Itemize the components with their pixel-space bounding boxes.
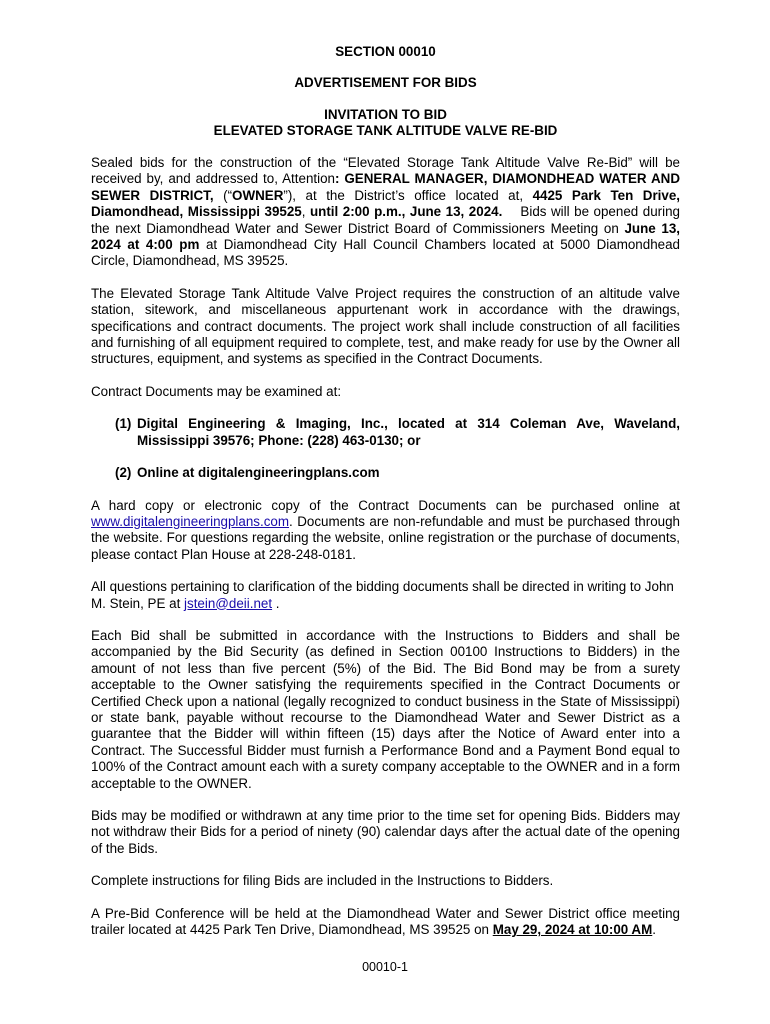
paragraph-questions [91,579,680,612]
paragraph-sealed-bids [91,155,684,270]
paragraph-project-scope: The Elevated Storage Tank Altitude Valve Project requires the construction of an altitude valve station, sitework, and miscellaneous appurtenant work in accordance with the drawings, specifications and contract documents. The project work shall include construction of all facilities and furnishing of all equipment required to complete, test, and make ready for use by the Owner all structures, equipment, and systems as specified in the Contract Documents. [91,285,680,367]
p1-owner-label: OWNER [232,187,284,203]
p1-text-2: (“ [213,187,233,203]
p1-text-1: Sealed bids for the construction of the “Elevated Storage Tank Altitude Valve Re-Bid” will be received by, and addressed to, Attention [91,155,680,187]
p1-opening-date: June 13, 2024 at 4:00 pm [91,220,680,253]
p1-deadline: until 2:00 p.m., June 13, 2024. [309,204,503,220]
paragraph-bid-security: Each Bid shall be submitted in accordance with the Instructions to Bidders and shall be accompanied by the Bid Security (as defined in Section 00100 Instructions to Bidders) in the amount of not less than five percent (5%) of the Bid. The Bid Bond may be from a surety acceptable to the Owner satisfying the requirements specified in the Contract Documents or Certified Check upon a national (legally recognized to conduct business in the State of Mississippi) or state bank, payable without recourse to the Diamondhead Water and Sewer District as a guarantee that the Bidder will within fifteen (15) days after the Notice of Award enter into a Contract. The Successful Bidder must furnish a Performance Bond and a Payment Bond equal to 100% of the Contract amount each with a surety company acceptable to the OWNER and in a form acceptable to the OWNER. [91,627,680,791]
pre-bid-date: May 29, 2024 at 10:00 AM [492,922,653,938]
paragraph-pre-bid [91,906,680,939]
paragraph-instructions: Complete instructions for filing Bids are included in the Instructions to Bidders. [91,873,554,889]
invitation-heading: INVITATION TO BID [324,107,447,122]
list-item [115,465,680,481]
advertisement-heading: ADVERTISEMENT FOR BIDS [294,75,477,90]
p1-text-5: Bids will be opened during the next Diamondhead Water and Sewer District Board of Commissioners Meeting on [91,204,684,236]
list-item-number: (1) [115,416,132,432]
paragraph-withdrawal: Bids may be modified or withdrawn at any time prior to the time set for opening Bids. Bidders may not withdraw their Bids for a period of ninety (90) calendar days after the actual date of the opening of the Bids. [91,808,680,856]
paragraph-contract-documents: Contract Documents may be examined at: [91,383,342,399]
email-link[interactable]: jstein@deii.net [184,595,273,611]
p1-text-6: at Diamondhead City Hall Council Chambers located at 5000 Diamondhead Circle, Diamondhead, MS 39525. [91,237,680,269]
section-number: SECTION 00010 [335,44,436,59]
p1-text-4: , [301,204,310,220]
p5-text-2: . [272,595,280,611]
p1-address: 4425 Park Ten Drive, Diamondhead, Mississippi 39525 [91,187,680,220]
p9-text-1: A Pre-Bid Conference will be held at the Diamondhead Water and Sewer District office meeting trailer located at 4425 Park Ten Drive, Diamondhead, MS 39525 on [91,905,680,938]
project-title: ELEVATED STORAGE TANK ALTITUDE VALVE RE-BID [213,123,558,138]
list-item [115,416,680,449]
paragraph-purchase [91,498,680,564]
p4-text-2: . Documents are non-refundable and must be purchased through the website. For questions regarding the website, online registration or the purchase of documents, please contact Plan House at 228-248-0181. [91,513,680,562]
list-item-text: Online at digitalengineeringplans.com [137,465,380,481]
list-item-number: (2) [115,465,132,481]
p1-text-3: ”), at the District’s office located at, [283,187,533,203]
list-item-text: Digital Engineering & Imaging, Inc., located at 314 Coleman Ave, Waveland, Mississippi 39576; Phone: (228) 463-0130; or [137,416,680,448]
p9-text-2: . [652,922,656,938]
website-link[interactable]: www.digitalengineeringplans.com [91,513,289,529]
p1-owner-name: : GENERAL MANAGER, DIAMONDHEAD WATER AND SEWER DISTRICT, [91,171,680,203]
p4-text-1: A hard copy or electronic copy of the Contract Documents can be purchased online at [91,497,680,513]
page-number: 00010-1 [362,960,408,974]
document-locations-list [91,416,680,481]
p5-text-1: All questions pertaining to clarification of the bidding documents shall be directed in writing to John M. Stein, PE at [91,579,674,611]
